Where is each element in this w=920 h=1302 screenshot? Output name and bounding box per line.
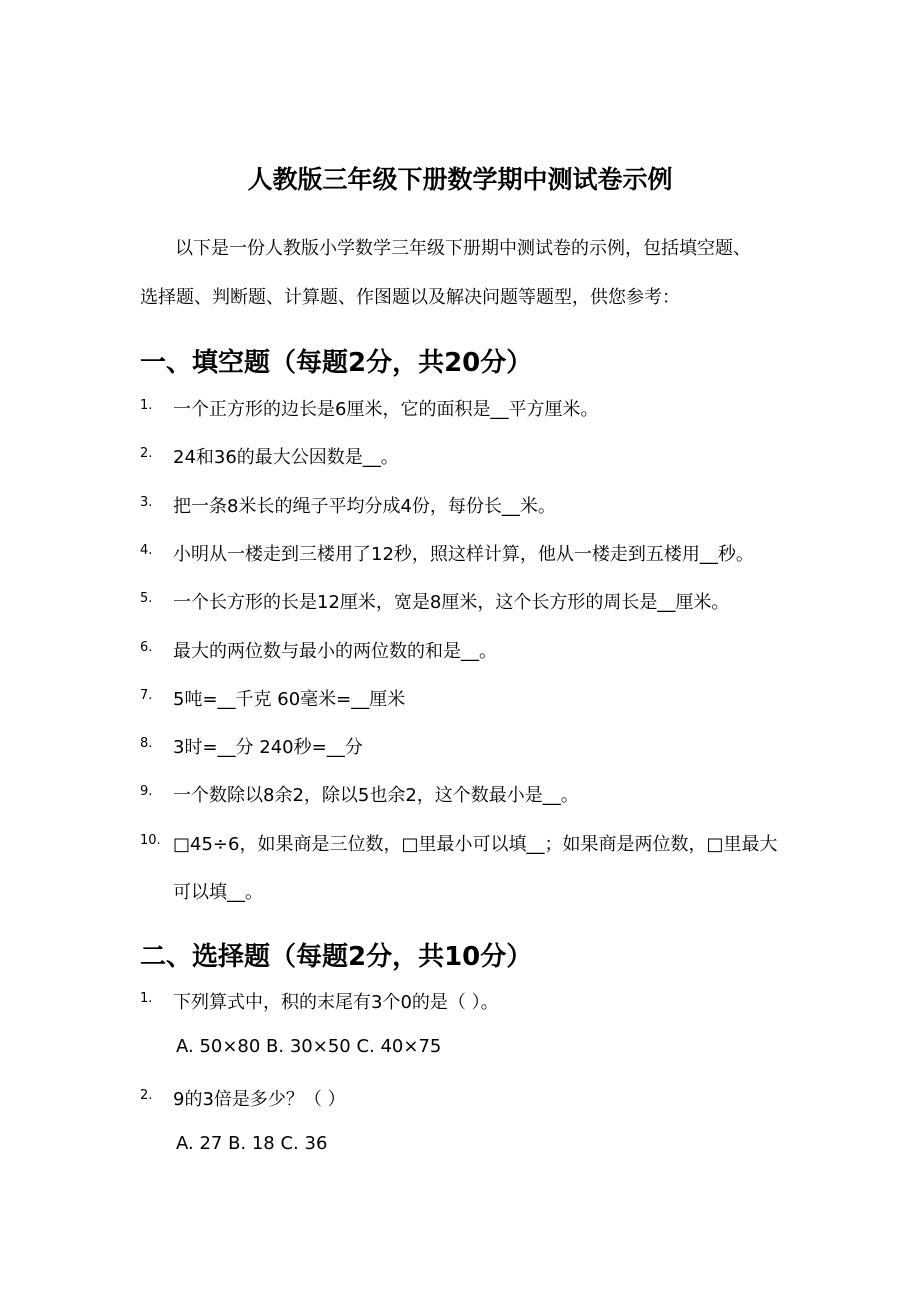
question-number: 2.	[140, 446, 153, 462]
question-number: 5.	[140, 591, 153, 607]
question-number: 8.	[140, 736, 153, 752]
document-title: 人教版三年级下册数学期中测试卷示例	[247, 165, 673, 194]
question-text: 9的3倍是多少？（ ）	[173, 1088, 346, 1110]
question-text-continued: 可以填__。	[173, 882, 263, 903]
question-text: 下列算式中，积的末尾有3个0的是（ ）。	[173, 992, 499, 1013]
question-text: 3时=__分 240秒=__分	[173, 737, 363, 759]
intro-line-1: 以下是一份人教版小学数学三年级下册期中测试卷的示例，包括填空题、	[175, 238, 751, 259]
question-text: 最大的两位数与最小的两位数的和是__。	[173, 640, 497, 662]
question-text: 把一条8米长的绳子平均分成4份，每份长__米。	[173, 495, 556, 517]
question-text: 24和36的最大公因数是__。	[173, 447, 399, 469]
question-number: 1.	[140, 991, 153, 1006]
question-number: 6.	[140, 639, 153, 655]
question-text: 5吨=__千克 60毫米=__厘米	[173, 688, 406, 710]
question-text: 一个正方形的边长是6厘米，它的面积是__平方厘米。	[173, 399, 599, 420]
question-number: 4.	[140, 542, 153, 558]
intro-line-2: 选择题、判断题、计算题、作图题以及解决问题等题型，供您参考：	[140, 287, 680, 308]
question-text: 小明从一楼走到三楼用了12秒，照这样计算，他从一楼走到五楼用__秒。	[173, 543, 754, 565]
question-text: □45÷6，如果商是三位数，□里最小可以填__；如果商是两位数，□里最大	[173, 833, 778, 855]
question-number: 9.	[140, 784, 153, 800]
question-text: 一个长方形的长是12厘米，宽是8厘米，这个长方形的周长是__厘米。	[173, 592, 730, 614]
answer-options: A. 50×80 B. 30×50 C. 40×75	[176, 1036, 442, 1058]
question-number: 1.	[140, 398, 153, 413]
question-text: 一个数除以8余2，除以5也余2，这个数最小是__。	[173, 785, 579, 807]
question-number: 10.	[140, 832, 161, 848]
section-heading-fill-blank: 一、填空题（每题2分，共20分）	[140, 348, 533, 378]
question-number: 3.	[140, 494, 153, 510]
question-number: 7.	[140, 687, 153, 703]
answer-options: A. 27 B. 18 C. 36	[176, 1132, 328, 1154]
question-number: 2.	[140, 1087, 153, 1103]
section-heading-choice: 二、选择题（每题2分，共10分）	[140, 942, 533, 972]
